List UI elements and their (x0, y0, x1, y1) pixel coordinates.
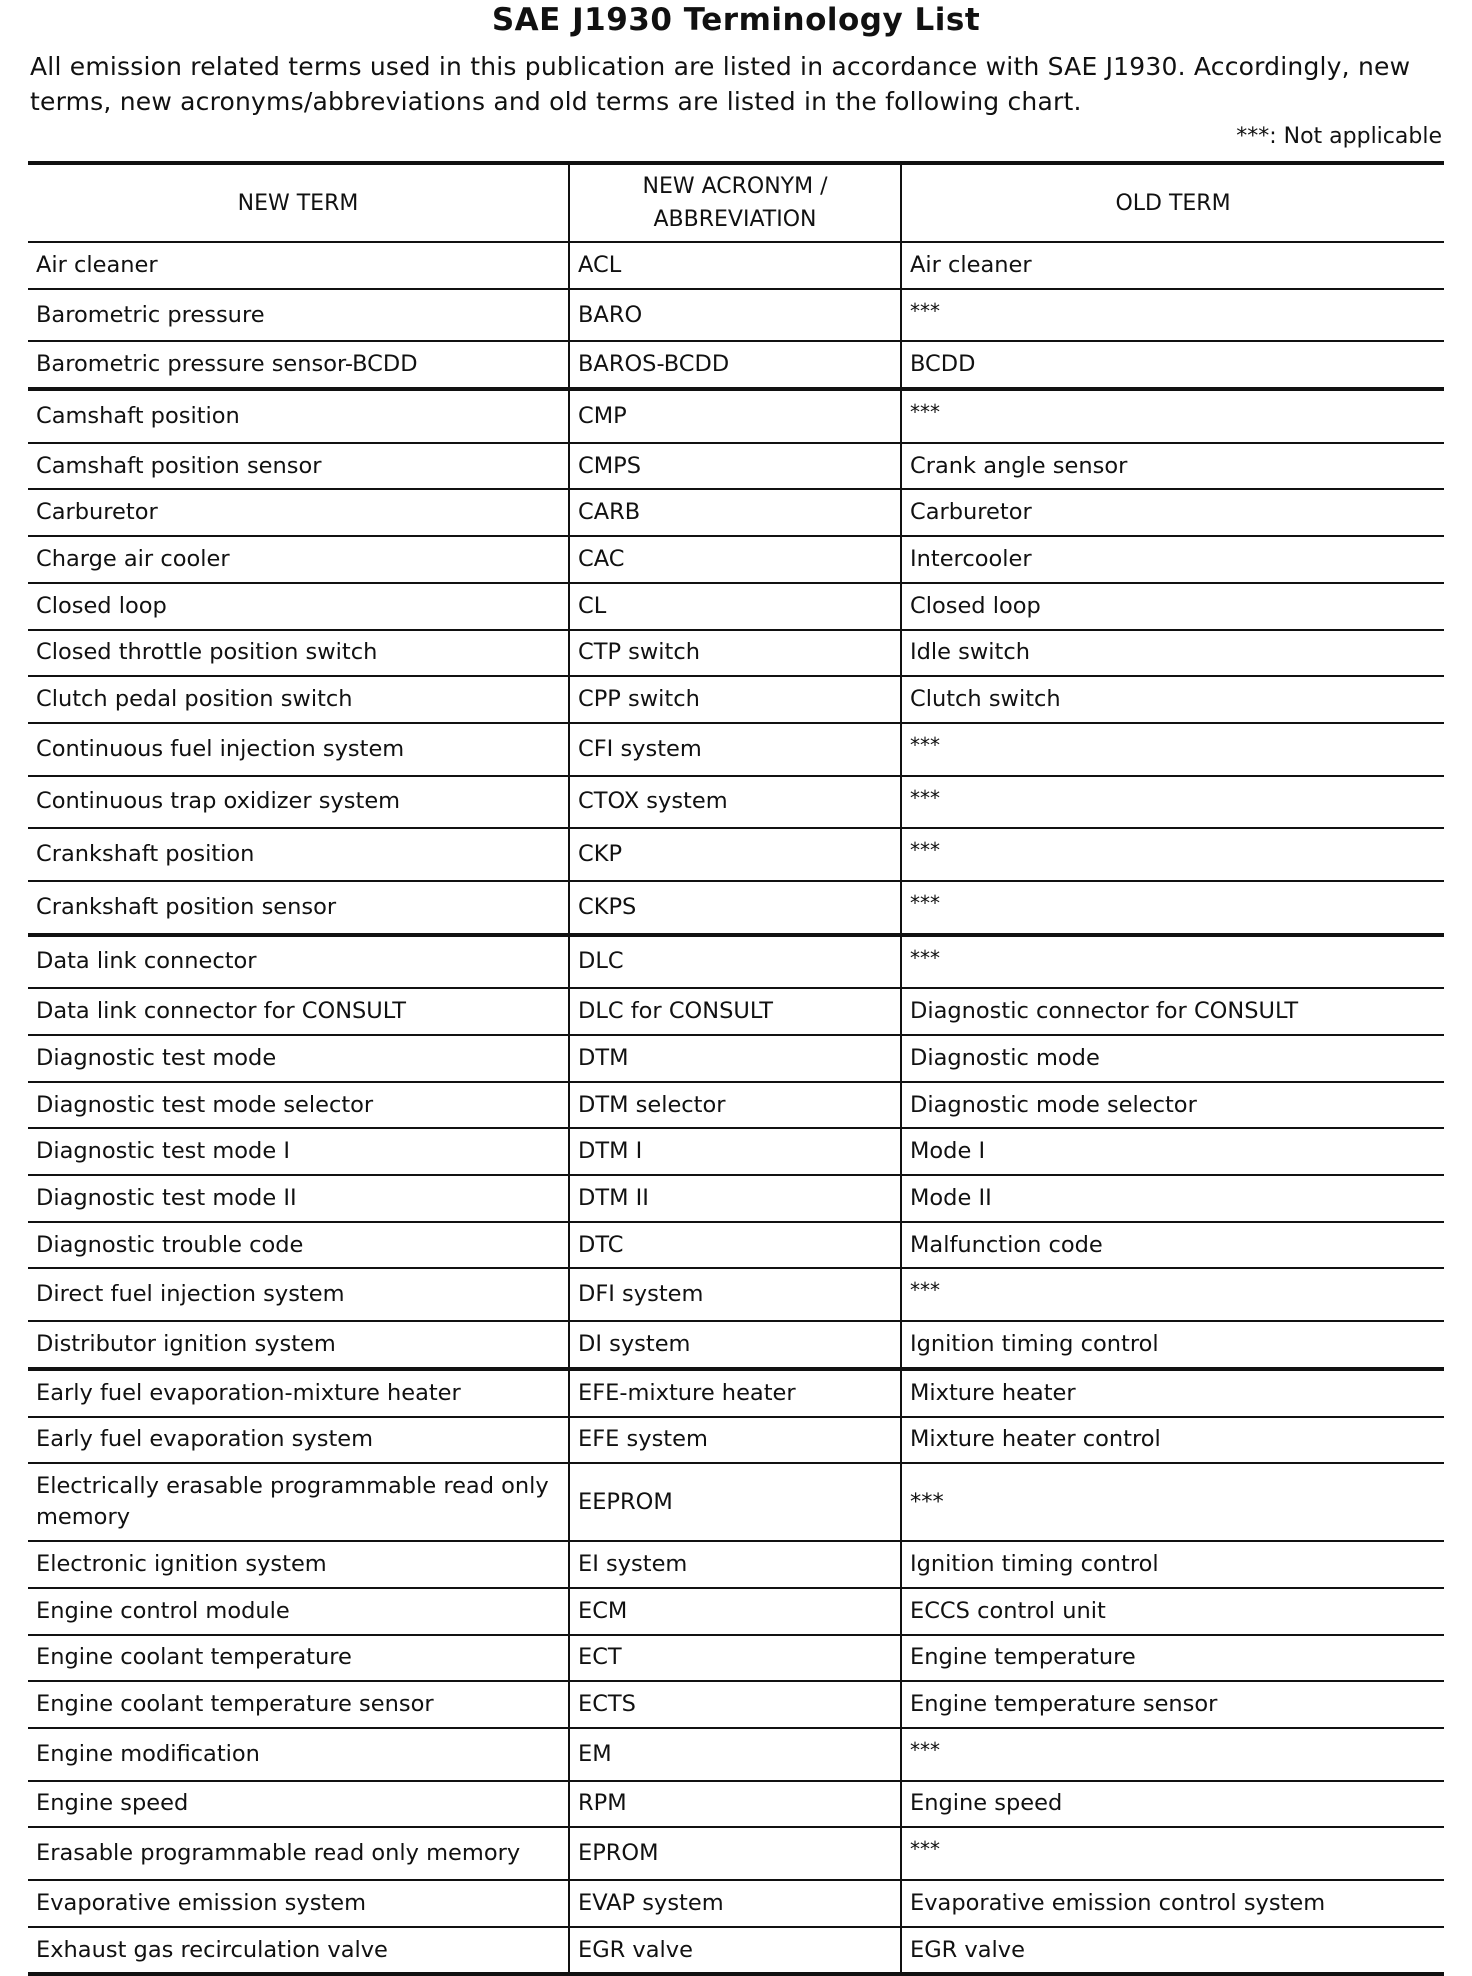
old-term-cell: Mode I (901, 1128, 1444, 1175)
acronym-cell: CPP switch (569, 676, 901, 723)
table-row (28, 676, 1444, 723)
old-term-cell: Mixture heater control (901, 1417, 1444, 1464)
acronym-cell: DTM II (569, 1175, 901, 1222)
acronym-cell: EM (569, 1728, 901, 1781)
new-term-cell: Carburetor (28, 489, 569, 536)
table-row (28, 289, 1444, 342)
new-term-cell: Erasable programmable read only memory (28, 1827, 569, 1880)
table-row (28, 583, 1444, 630)
table-row (28, 935, 1444, 989)
old-term-cell: *** (901, 1827, 1444, 1880)
old-term-cell: ECCS control unit (901, 1588, 1444, 1635)
acronym-cell: DFI system (569, 1268, 901, 1321)
old-term-cell: Engine temperature sensor (901, 1681, 1444, 1728)
old-term-cell: Engine temperature (901, 1635, 1444, 1682)
table-row (28, 828, 1444, 881)
new-term-cell: Closed loop (28, 583, 569, 630)
acronym-cell: EEPROM (569, 1463, 901, 1541)
table-row (28, 1541, 1444, 1588)
column-header-old-term: OLD TERM (901, 163, 1444, 242)
acronym-cell: CKPS (569, 881, 901, 935)
new-term-cell: Direct fuel injection system (28, 1268, 569, 1321)
new-term-cell: Diagnostic test mode (28, 1035, 569, 1082)
terminology-table (28, 161, 1444, 1976)
new-term-cell: Engine coolant temperature sensor (28, 1681, 569, 1728)
table-row (28, 1222, 1444, 1269)
acronym-cell: DI system (569, 1321, 901, 1369)
table-row (28, 1082, 1444, 1129)
old-term-cell: *** (901, 1728, 1444, 1781)
table-row (28, 1880, 1444, 1927)
table-row (28, 1417, 1444, 1464)
acronym-cell: ECTS (569, 1681, 901, 1728)
acronym-cell: EVAP system (569, 1880, 901, 1927)
new-term-cell: Crankshaft position sensor (28, 881, 569, 935)
old-term-cell: Carburetor (901, 489, 1444, 536)
new-term-cell: Diagnostic trouble code (28, 1222, 569, 1269)
old-term-cell: *** (901, 723, 1444, 776)
new-term-cell: Engine modification (28, 1728, 569, 1781)
acronym-cell: DTM I (569, 1128, 901, 1175)
acronym-cell: DLC (569, 935, 901, 989)
old-term-cell: Closed loop (901, 583, 1444, 630)
acronym-cell: DTM (569, 1035, 901, 1082)
old-term-cell: *** (901, 935, 1444, 989)
acronym-cell: CTP switch (569, 630, 901, 677)
new-term-cell: Closed throttle position switch (28, 630, 569, 677)
acronym-cell: CL (569, 583, 901, 630)
new-term-cell: Barometric pressure (28, 289, 569, 342)
intro-paragraph: All emission related terms used in this publication are listed in accordance with SAE J1930. Accordingly, new terms, new acronyms/abbreviations and old terms are listed in the following chart. (30, 52, 1411, 116)
old-term-cell: Intercooler (901, 536, 1444, 583)
acronym-cell: EFE-mixture heater (569, 1369, 901, 1417)
old-term-cell: Mode II (901, 1175, 1444, 1222)
table-row (28, 1175, 1444, 1222)
table-row (28, 536, 1444, 583)
new-term-cell: Air cleaner (28, 242, 569, 289)
table-row (28, 1781, 1444, 1828)
acronym-cell: EPROM (569, 1827, 901, 1880)
new-term-cell: Camshaft position sensor (28, 443, 569, 490)
acronym-cell: CMP (569, 389, 901, 443)
old-term-cell: Clutch switch (901, 676, 1444, 723)
acronym-cell: ECT (569, 1635, 901, 1682)
table-row (28, 1635, 1444, 1682)
table-row (28, 389, 1444, 443)
acronym-cell: EFE system (569, 1417, 901, 1464)
new-term-cell: Evaporative emission system (28, 1880, 569, 1927)
acronym-cell: EGR valve (569, 1927, 901, 1975)
old-term-cell: *** (901, 1463, 1444, 1541)
new-term-cell: Engine coolant temperature (28, 1635, 569, 1682)
old-term-cell: *** (901, 776, 1444, 829)
document-page (28, 0, 1444, 1976)
acronym-cell: ACL (569, 242, 901, 289)
table-body (28, 242, 1444, 1974)
new-term-cell: Charge air cooler (28, 536, 569, 583)
new-term-cell: Exhaust gas recirculation valve (28, 1927, 569, 1975)
table-row (28, 1728, 1444, 1781)
old-term-cell: *** (901, 828, 1444, 881)
new-term-cell: Engine speed (28, 1781, 569, 1828)
column-header-new-acronym: NEW ACRONYM / ABBREVIATION (569, 163, 901, 242)
table-row (28, 1463, 1444, 1541)
table-row (28, 1035, 1444, 1082)
acronym-cell: BARO (569, 289, 901, 342)
acronym-cell: CARB (569, 489, 901, 536)
table-row (28, 489, 1444, 536)
new-term-cell: Crankshaft position (28, 828, 569, 881)
old-term-cell: Air cleaner (901, 242, 1444, 289)
new-term-cell: Electronic ignition system (28, 1541, 569, 1588)
old-term-cell: Diagnostic mode selector (901, 1082, 1444, 1129)
acronym-cell: RPM (569, 1781, 901, 1828)
new-term-cell: Distributor ignition system (28, 1321, 569, 1369)
table-row (28, 776, 1444, 829)
old-term-cell: *** (901, 289, 1444, 342)
table-row (28, 630, 1444, 677)
table-row (28, 1827, 1444, 1880)
acronym-cell: EI system (569, 1541, 901, 1588)
acronym-cell: ECM (569, 1588, 901, 1635)
old-term-cell: Diagnostic mode (901, 1035, 1444, 1082)
new-term-cell: Continuous fuel injection system (28, 723, 569, 776)
table-row (28, 988, 1444, 1035)
acronym-cell: CKP (569, 828, 901, 881)
new-term-cell: Data link connector (28, 935, 569, 989)
table-row (28, 1128, 1444, 1175)
table-row (28, 242, 1444, 289)
table-row (28, 1681, 1444, 1728)
table-row (28, 1321, 1444, 1369)
table-row (28, 881, 1444, 935)
table-header-row (28, 163, 1444, 242)
new-term-cell: Early fuel evaporation-mixture heater (28, 1369, 569, 1417)
new-term-cell: Diagnostic test mode II (28, 1175, 569, 1222)
old-term-cell: Engine speed (901, 1781, 1444, 1828)
old-term-cell: *** (901, 881, 1444, 935)
old-term-cell: Diagnostic connector for CONSULT (901, 988, 1444, 1035)
new-term-cell: Continuous trap oxidizer system (28, 776, 569, 829)
old-term-cell: BCDD (901, 341, 1444, 389)
new-term-cell: Electrically erasable programmable read only memory (28, 1463, 569, 1541)
old-term-cell: *** (901, 389, 1444, 443)
table-row (28, 1369, 1444, 1417)
table-row (28, 341, 1444, 389)
new-term-cell: Clutch pedal position switch (28, 676, 569, 723)
table-row (28, 1927, 1444, 1975)
table-row (28, 443, 1444, 490)
old-term-cell: Ignition timing control (901, 1541, 1444, 1588)
new-term-cell: Engine control module (28, 1588, 569, 1635)
new-term-cell: Barometric pressure sensor-BCDD (28, 341, 569, 389)
page-title: SAE J1930 Terminology List (491, 2, 981, 38)
old-term-cell: Mixture heater (901, 1369, 1444, 1417)
acronym-cell: DTM selector (569, 1082, 901, 1129)
acronym-cell: BAROS-BCDD (569, 341, 901, 389)
old-term-cell: EGR valve (901, 1927, 1444, 1975)
acronym-cell: CMPS (569, 443, 901, 490)
new-term-cell: Early fuel evaporation system (28, 1417, 569, 1464)
acronym-cell: DLC for CONSULT (569, 988, 901, 1035)
acronym-cell: CTOX system (569, 776, 901, 829)
old-term-cell: Malfunction code (901, 1222, 1444, 1269)
table-row (28, 1268, 1444, 1321)
acronym-cell: CAC (569, 536, 901, 583)
not-applicable-legend: ***: Not applicable (1236, 124, 1442, 149)
column-header-new-term: NEW TERM (28, 163, 569, 242)
old-term-cell: Idle switch (901, 630, 1444, 677)
new-term-cell: Camshaft position (28, 389, 569, 443)
acronym-cell: CFI system (569, 723, 901, 776)
new-term-cell: Diagnostic test mode I (28, 1128, 569, 1175)
new-term-cell: Data link connector for CONSULT (28, 988, 569, 1035)
acronym-cell: DTC (569, 1222, 901, 1269)
table-row (28, 1588, 1444, 1635)
old-term-cell: *** (901, 1268, 1444, 1321)
table-row (28, 723, 1444, 776)
old-term-cell: Crank angle sensor (901, 443, 1444, 490)
old-term-cell: Ignition timing control (901, 1321, 1444, 1369)
new-term-cell: Diagnostic test mode selector (28, 1082, 569, 1129)
old-term-cell: Evaporative emission control system (901, 1880, 1444, 1927)
